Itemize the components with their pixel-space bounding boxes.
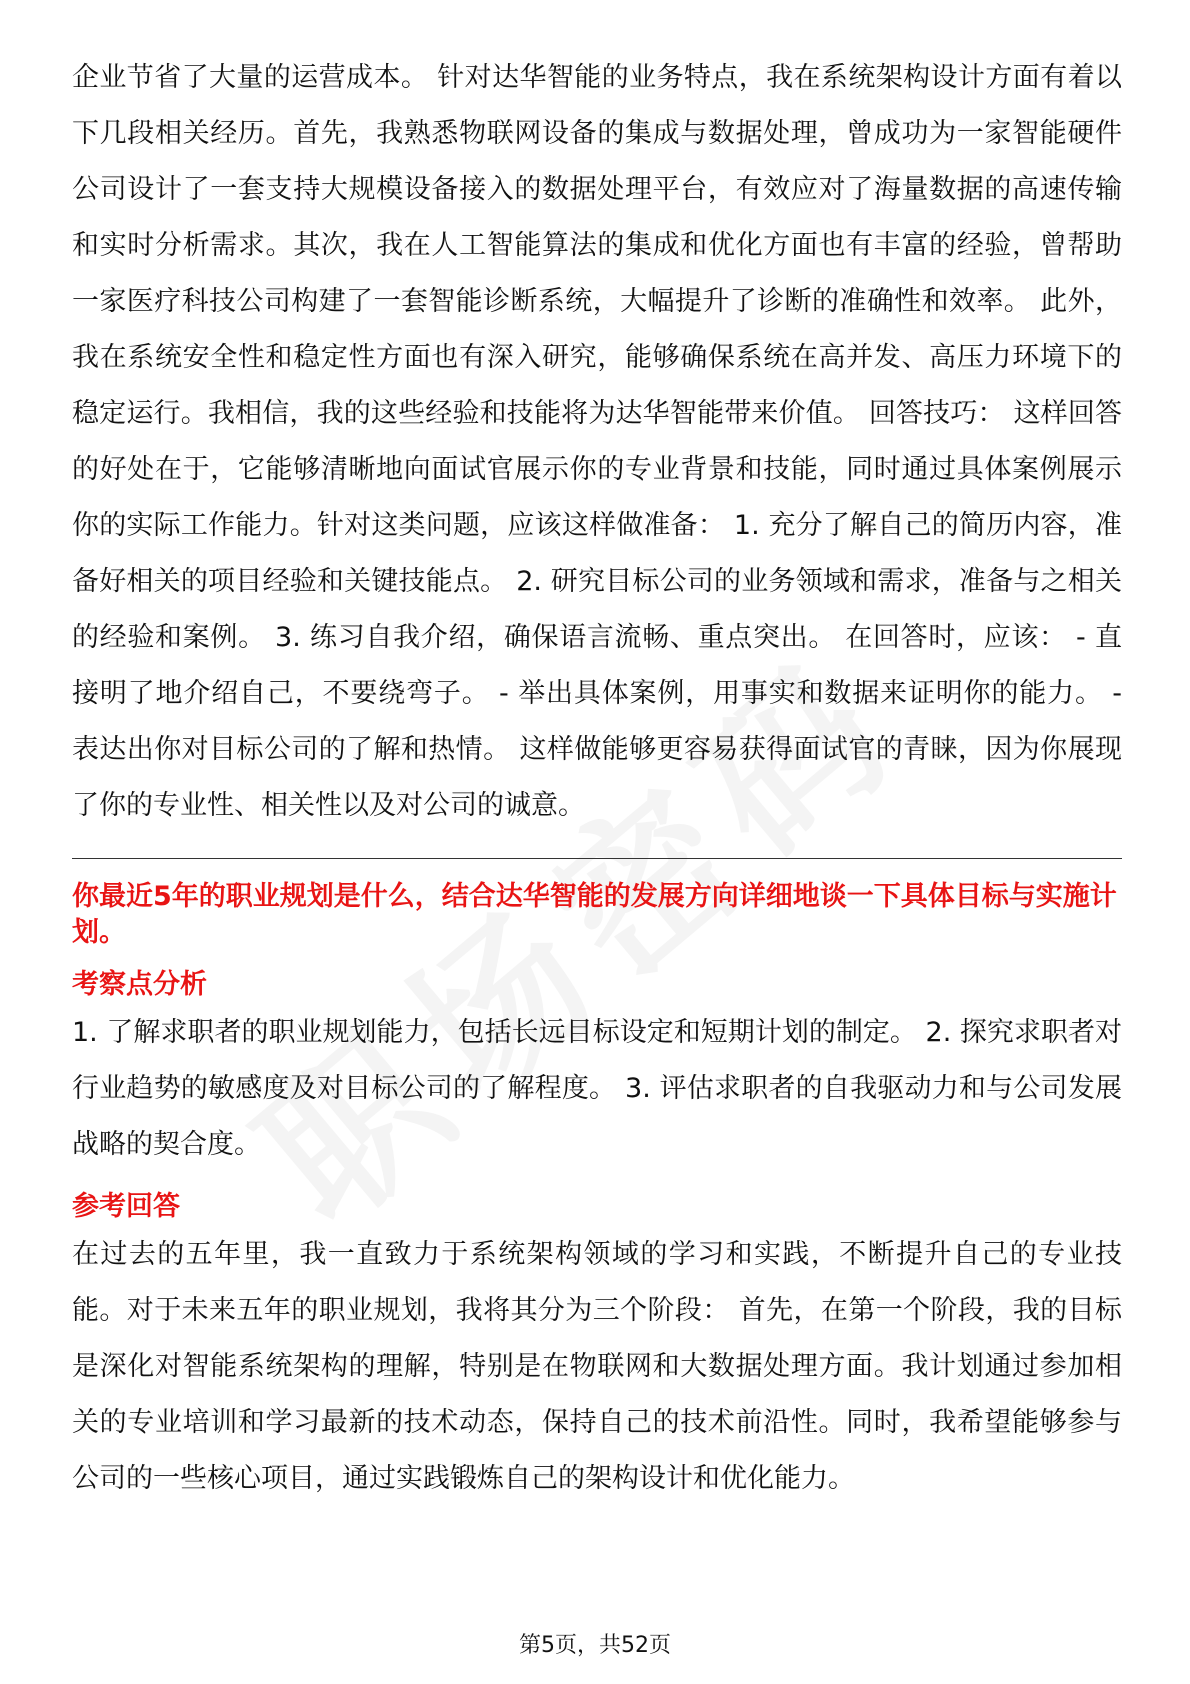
reference-heading: 参考回答 [72,1191,180,1222]
reference-text: 在过去的五年里，我一直致力于系统架构领域的学习和实践，不断提升自己的专业技能。对于未来五年的职业规划，我将其分为三个阶段： 首先，在第一个阶段，我的目标是深化对智能系统架构的理解，特别是在物联网和大数据处理方面。我计划通过参加相关的专业培训和学习最新的技术动态，保持自己的技术前沿性。同时，我希望能够参与公司的一些核心项目，通过实践锻炼自己的架构设计和优化能力。 [72,1239,1122,1494]
intro-paragraph: 企业节省了大量的运营成本。 针对达华智能的业务特点，我在系统架构设计方面有着以下几段相关经历。首先，我熟悉物联网设备的集成与数据处理，曾成功为一家智能硬件公司设计了一套支持大规模设备接入的数据处理平台，有效应对了海量数据的高速传输和实时分析需求。其次，我在人工智能算法的集成和优化方面也有丰富的经验，曾帮助一家医疗科技公司构建了一套智能诊断系统，大幅提升了诊断的准确性和效率。 此外，我在系统安全性和稳定性方面也有深入研究，能够确保系统在高并发、高压力环境下的稳定运行。我相信，我的这些经验和技能将为达华智能带来价值。 回答技巧： 这样回答的好处在于，它能够清晰地向面试官展示你的专业背景和技能，同时通过具体案例展示你的实际工作能力。针对这类问题，应该这样做准备： 1. 充分了解自己的简历内容，准备好相关的项目经验和关键技能点。 2. 研究目标公司的业务领域和需求，准备与之相关的经验和案例。 3. 练习自我介绍，确保语言流畅、重点突出。 在回答时，应该： - 直接明了地介绍自己，不要绕弯子。 - 举出具体案例，用事实和数据来证明你的能力。 - 表达出你对目标公司的了解和热情。 这样做能够更容易获得面试官的青睐，因为你展现了你的专业性、相关性以及对公司的诚意。 [72,62,1122,821]
page-content [72,50,1122,1507]
page-number: 第5页，共52页 [519,1633,671,1658]
section-divider [72,858,1122,859]
analysis-heading: 考察点分析 [72,969,207,1000]
spacer [72,1173,1122,1187]
analysis-text: 1. 了解求职者的职业规划能力，包括长远目标设定和短期计划的制定。 2. 探究求职者对行业趋势的敏感度及对目标公司的了解程度。 3. 评估求职者的自我驱动力和与公司发展战略的契合度。 [72,1017,1122,1160]
question-title: 你最近5年的职业规划是什么，结合达华智能的发展方向详细地谈一下具体目标与实施计划。 [72,881,1117,948]
